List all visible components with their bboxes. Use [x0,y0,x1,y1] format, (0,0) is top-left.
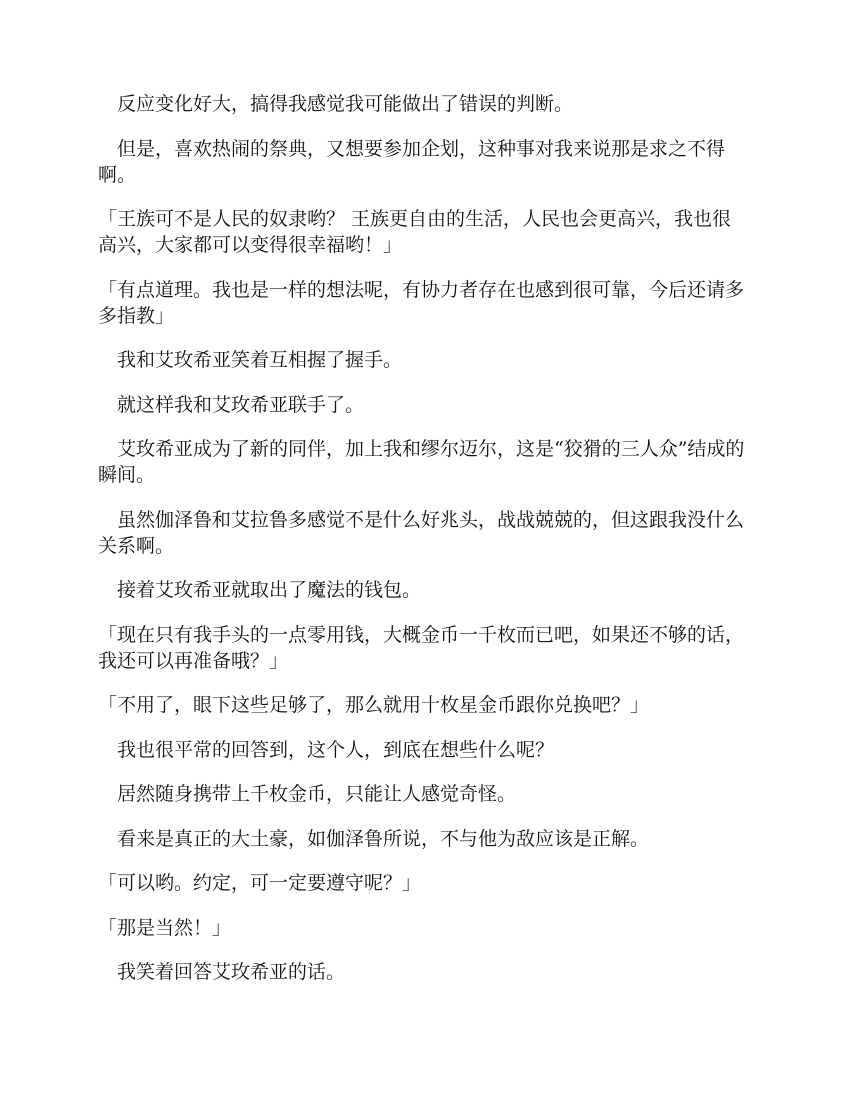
paragraph: 虽然伽泽鲁和艾拉鲁多感觉不是什么好兆头，战战兢兢的，但这跟我没什么关系啊。 [98,508,745,557]
paragraph: 看来是真正的大土豪，如伽泽鲁所说，不与他为敌应该是正解。 [117,827,650,850]
dialogue-line: 「现在只有我手头的一点零用钱，大概金币一千枚而已吧，如果还不够的话，我还可以再准备哦？」 [98,623,745,672]
paragraph: 反应变化好大，搞得我感觉我可能做出了错误的判断。 [117,93,574,115]
dialogue-line: 「可以哟。约定，可一定要遵守呢？」 [98,872,422,894]
dialogue-line: 「有点道理。我也是一样的想法呢，有协力者存在也感到很可靠，今后还请多多指教」 [98,278,745,327]
dialogue-line: 「王族可不是人民的奴隶哟？ 王族更自由的生活，人民也会更高兴，我也很高兴，大家都可以变得很幸福哟！」 [98,208,732,256]
paragraph: 艾玫希亚成为了新的同伴，加上我和缪尔迈尔，这是“狡猾的三人众”结成的瞬间。 [98,438,745,486]
paragraph: 但是，喜欢热闹的祭典，又想要参加企划，这种事对我来说那是求之不得啊。 [98,137,726,186]
paragraph: 我和艾玫希亚笑着互相握了握手。 [117,349,403,371]
paragraph: 接着艾玫希亚就取出了魔法的钱包。 [117,579,422,601]
paragraph: 我也很平常的回答到，这个人，到底在想些什么呢？ [117,738,555,761]
dialogue-line: 「不用了，眼下这些足够了，那么就用十枚星金币跟你兑换吧？」 [98,694,650,716]
dialogue-line: 「那是当然！」 [98,916,232,939]
paragraph: 居然随身携带上千枚金币，只能让人感觉奇怪。 [117,783,517,805]
document-page [98,91,748,1004]
paragraph: 我笑着回答艾玫希亚的话。 [117,961,346,983]
paragraph: 就这样我和艾玫希亚联手了。 [117,393,365,416]
